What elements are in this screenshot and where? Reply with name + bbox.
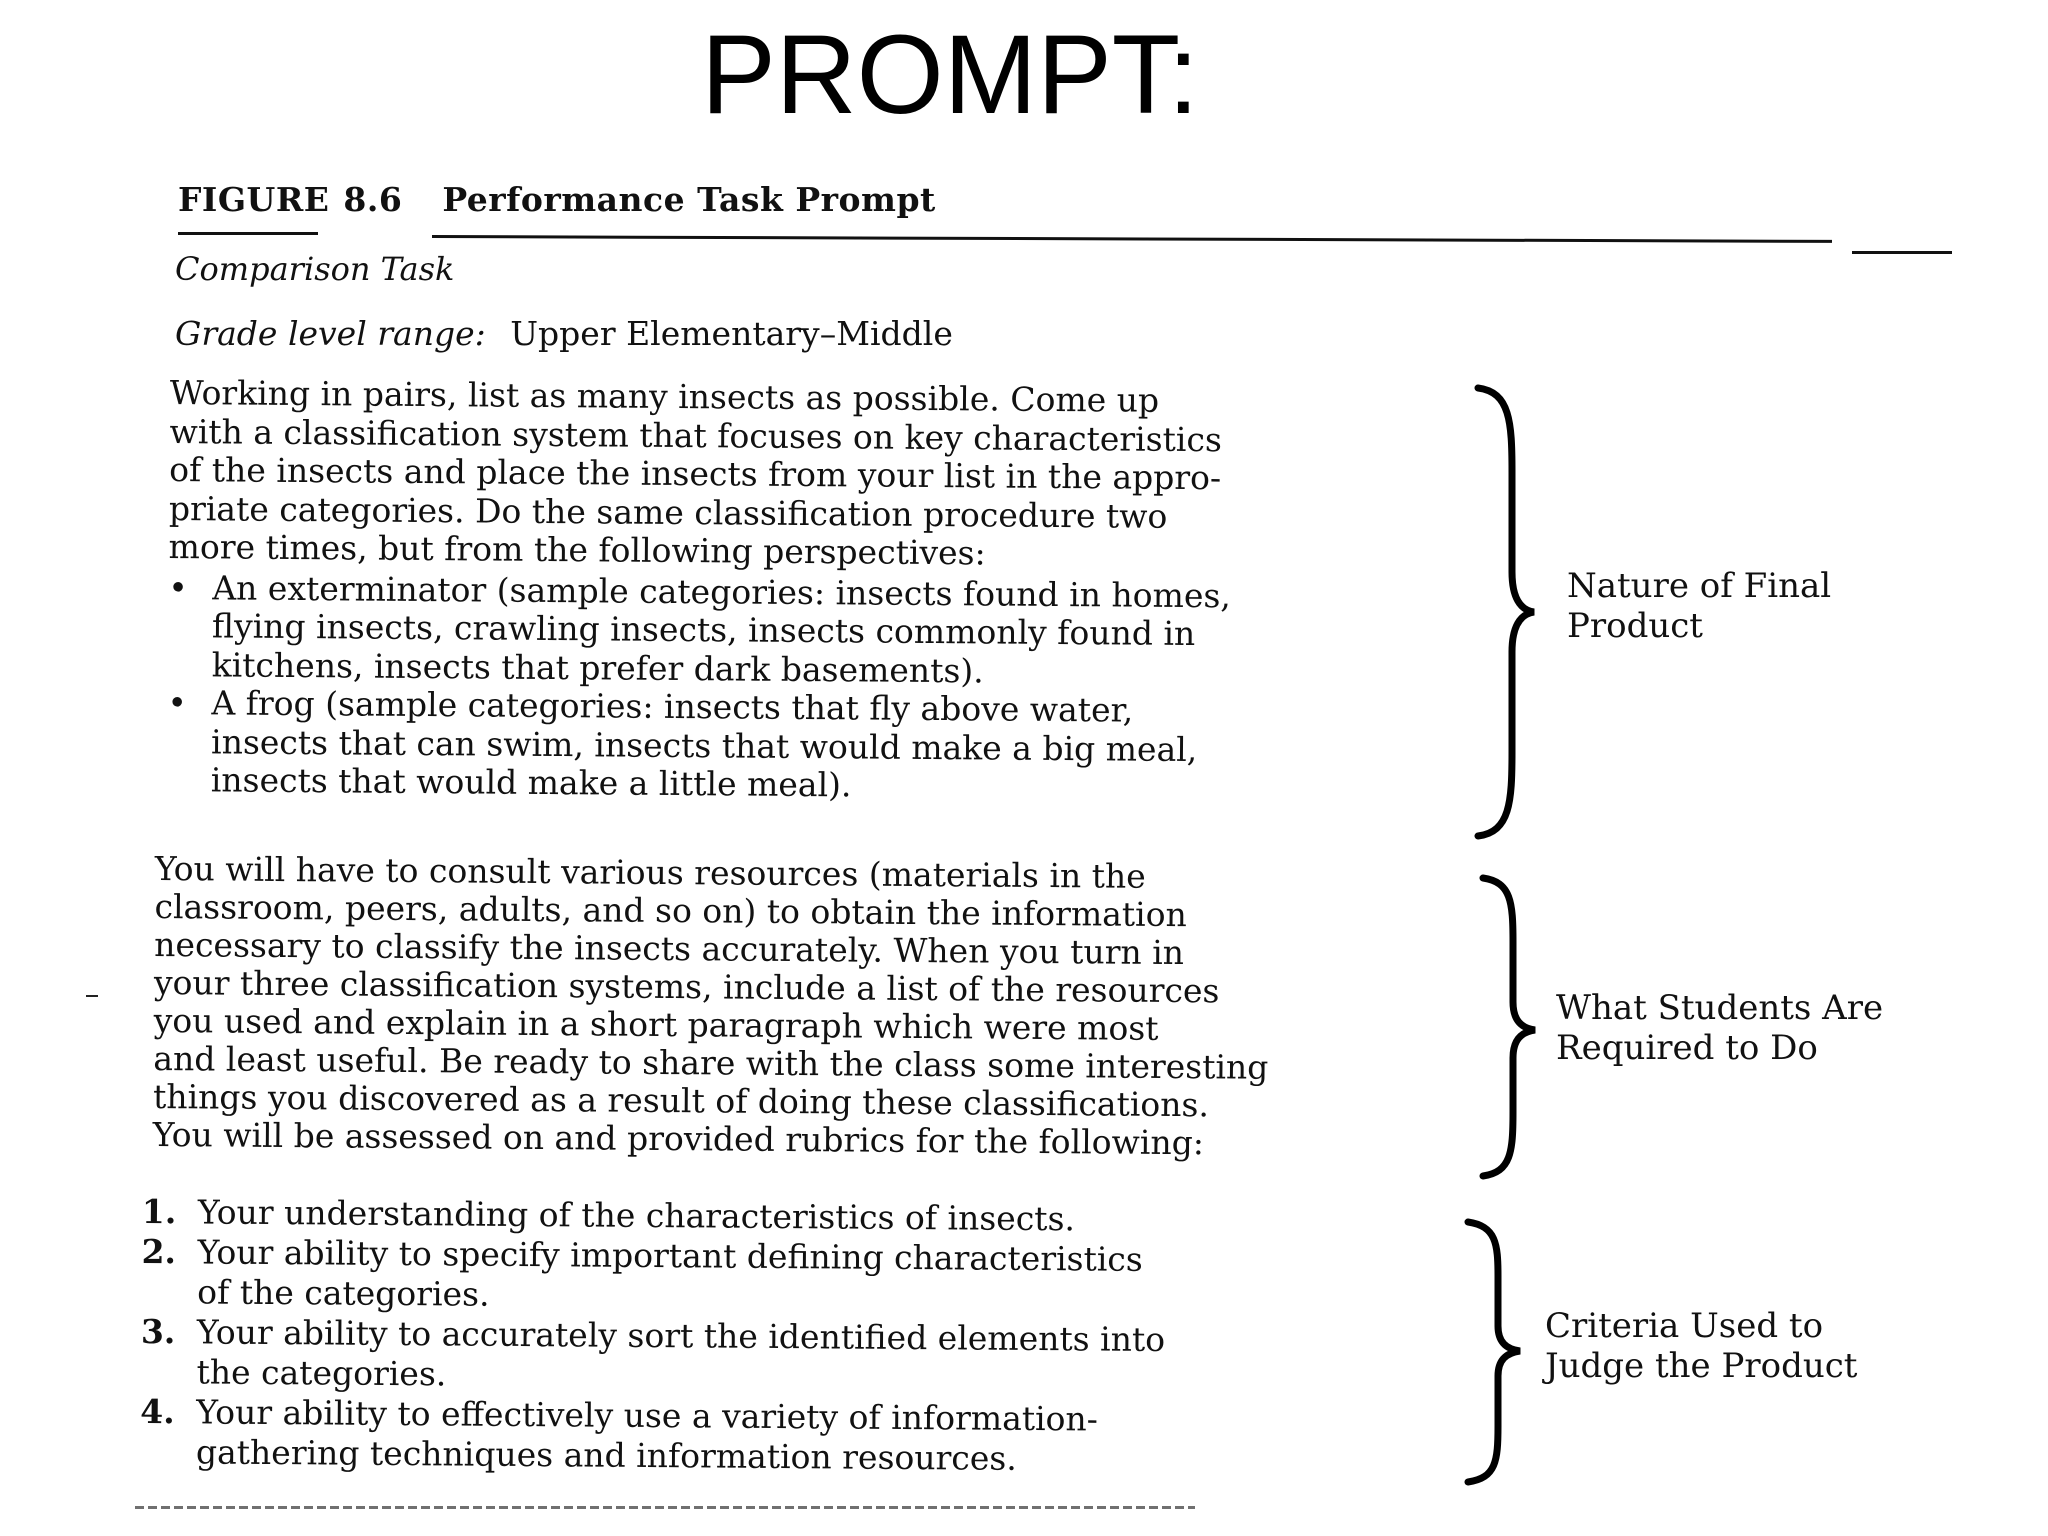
bullet-line: A frog (sample categories: insects that fly above water, <box>211 683 1134 730</box>
grade-level-label: Grade level range: <box>175 314 486 353</box>
criteria-number: 2. <box>141 1231 177 1272</box>
task-type <box>175 250 454 288</box>
criteria-item <box>140 1312 1441 1402</box>
paragraph-line: priate categories. Do the same classification procedure two <box>168 488 1168 536</box>
criteria-number: 3. <box>140 1311 176 1352</box>
criteria-line: of the categories. <box>197 1272 490 1314</box>
paragraph-line: You will be assessed on and provided rubrics for the following: <box>152 1114 1205 1163</box>
criteria-line: the categories. <box>196 1352 447 1394</box>
bullet-icon: • <box>167 682 188 723</box>
curly-brace-icon <box>1475 872 1545 1182</box>
paragraph-line: necessary to classify the insects accurately. When you turn in <box>154 924 1185 973</box>
paragraph-line: with a classification system that focuses on key characteristics <box>169 411 1223 459</box>
criteria-line: Your ability to accurately sort the identified elements into <box>196 1312 1166 1360</box>
grade-level <box>175 314 953 353</box>
heading-underline-right <box>1852 251 1952 254</box>
perspective-item <box>168 568 1469 694</box>
criteria-line: Your ability to specify important defining characteristics <box>197 1232 1143 1279</box>
section-final-product-text <box>167 374 1470 810</box>
grade-level-value: Upper Elementary–Middle <box>510 314 953 353</box>
paragraph-line: classroom, peers, adults, and so on) to obtain the information <box>154 886 1187 935</box>
criteria-item <box>141 1232 1442 1322</box>
heading-underline-left <box>178 232 318 235</box>
figure-number: 8.6 <box>343 180 403 219</box>
section-criteria-text <box>140 1192 1442 1482</box>
paragraph-line: more times, but from the following perspectives: <box>168 526 986 573</box>
criteria-line: gathering techniques and information resources. <box>195 1432 1017 1478</box>
criteria-line: Your ability to effectively use a variety of information- <box>196 1392 1099 1439</box>
criteria-item <box>140 1392 1441 1482</box>
bullet-line: flying insects, crawling insects, insects commonly found in <box>211 606 1196 654</box>
figure-heading <box>178 180 936 219</box>
paragraph-line: things you discovered as a result of doing these classifications. <box>152 1076 1210 1125</box>
criteria-list <box>140 1192 1442 1482</box>
bullet-line: kitchens, insects that prefer dark basements). <box>211 644 984 690</box>
slide-title: PROMPT: <box>701 12 1199 137</box>
scan-edge-mark <box>135 1506 1195 1509</box>
heading-underline-main <box>432 235 1832 243</box>
bullet-line: An exterminator (sample categories: insects found in homes, <box>212 567 1232 615</box>
margin-mark <box>86 995 98 997</box>
curly-brace-icon <box>1470 382 1540 842</box>
paragraph-line: of the insects and place the insects from your list in the appro- <box>169 449 1222 498</box>
paragraph-line: You will have to consult various resources (materials in the <box>154 849 1146 896</box>
paragraph-line: Working in pairs, list as many insects as possible. Come up <box>169 373 1160 420</box>
figure-caption: Performance Task Prompt <box>442 180 936 219</box>
perspective-item <box>167 684 1468 810</box>
label-what-students-are-required-to-do: What Students Are Required to Do <box>1556 988 1884 1068</box>
criteria-number: 4. <box>140 1391 175 1432</box>
perspective-list <box>167 568 1469 809</box>
figure-label: FIGURE <box>178 180 330 219</box>
paragraph-line: you used and explain in a short paragraph which were most <box>153 1000 1159 1048</box>
task-type-label: Comparison Task <box>175 250 455 288</box>
label-criteria-used-to-judge-the-product: Criteria Used to Judge the Product <box>1545 1306 1858 1386</box>
paragraph-line: your three classification systems, include a list of the resources <box>153 962 1220 1011</box>
section-student-requirements-text <box>153 850 1485 1164</box>
criteria-number: 1. <box>141 1192 177 1232</box>
paragraph-line: and least useful. Be ready to share with the class some interesting <box>153 1038 1269 1087</box>
bullet-line: insects that would make a little meal). <box>210 760 852 805</box>
bullet-icon: • <box>168 567 188 607</box>
label-nature-of-final-product: Nature of Final Product <box>1567 566 1832 646</box>
criteria-line: Your understanding of the characteristics of insects. <box>197 1192 1076 1239</box>
curly-brace-icon <box>1460 1216 1530 1486</box>
bullet-line: insects that can swim, insects that would make a big meal, <box>210 721 1198 769</box>
